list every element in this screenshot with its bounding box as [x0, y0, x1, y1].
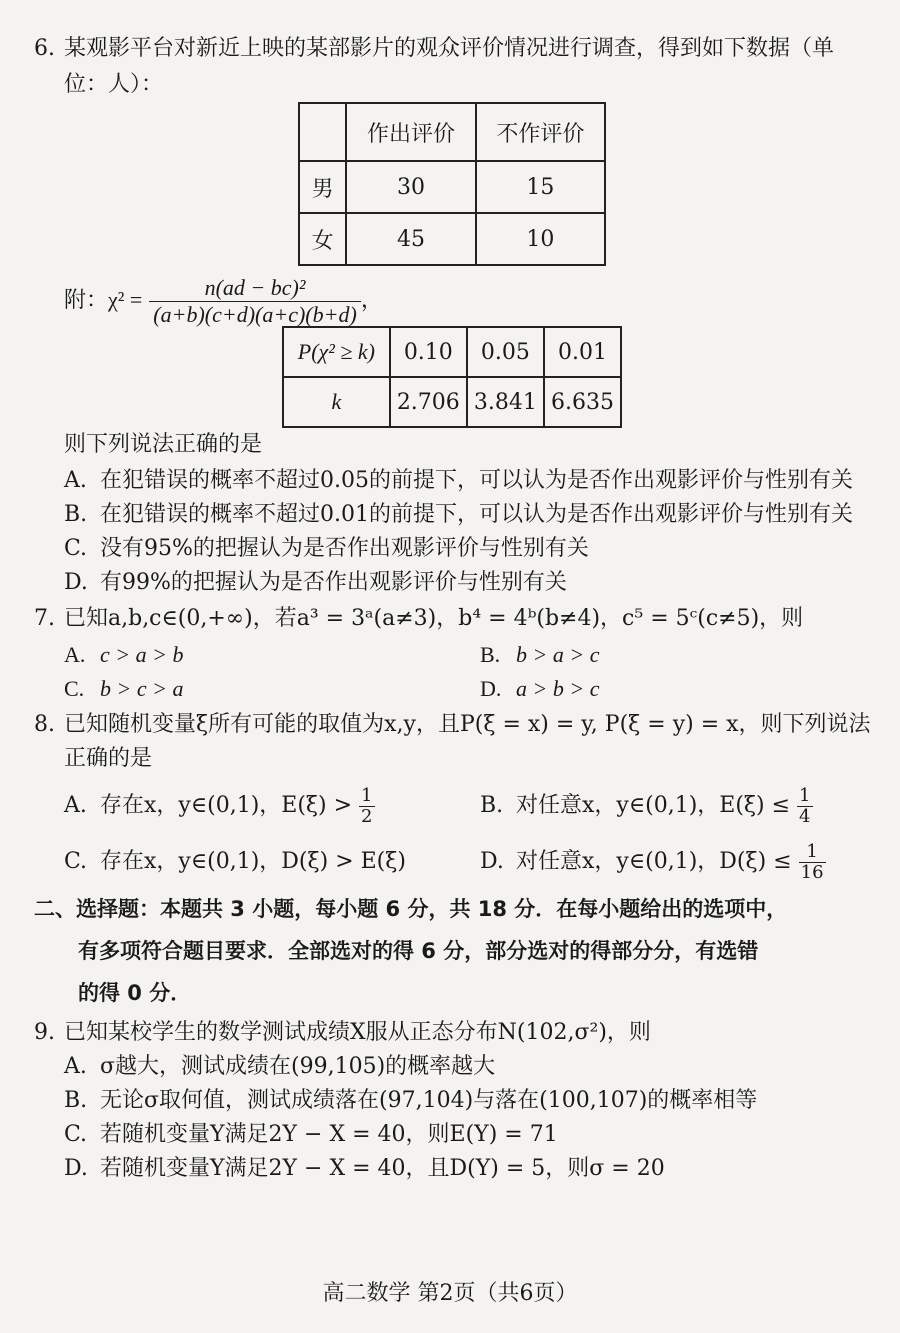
q6-ktable-cell: 0.05 [467, 327, 544, 377]
q6-option-a: A. 在犯错误的概率不超过0.05的前提下，可以认为是否作出观影评价与性别有关 [64, 468, 853, 493]
q9-stem: 已知某校学生的数学测试成绩X服从正态分布N(102,σ²)，则 [64, 1020, 651, 1045]
q8-text-line2: 正确的是 [64, 746, 153, 771]
q7-number: 7. [34, 606, 55, 631]
q9-option-b: B. 无论σ取何值，测试成绩落在(97,104)与落在(100,107)的概率相等 [64, 1088, 758, 1113]
q7-option-c: C. b > c > a [64, 676, 184, 701]
q6-line1 [34, 34, 834, 64]
q8-option-b: B. 对任意x，y∈(0,1)，E(ξ) ≤ $\frac{1}{4}$ [480, 784, 811, 827]
q7-option-d: D. a > b > c [480, 676, 600, 701]
q8-number: 8. [34, 712, 55, 737]
q6-option-c: C. 没有95%的把握认为是否作出观影评价与性别有关 [64, 536, 589, 561]
q6-stem: 则下列说法正确的是 [64, 432, 263, 457]
q8-option-b-fraction: $\frac{1}{4}$ [799, 784, 811, 827]
q7-stem: 已知a,b,c∈(0,+∞)，若a³ = 3ᵃ(a≠3)，b⁴ = 4ᵇ(b≠4)，c⁵ = 5ᶜ(c≠5)，则 [64, 606, 804, 631]
q8-text-line1: 已知随机变量ξ所有可能的取值为x,y，且P(ξ = x) = y, P(ξ = y) = x，则下列说法 [64, 712, 871, 737]
page-footer: 高二数学 第2页（共6页） [322, 1281, 578, 1306]
q6-table-header: 作出评价 [346, 103, 475, 161]
q6-table-cell: 45 [346, 213, 475, 265]
q6-table-cell: 10 [476, 213, 605, 265]
q9-line [34, 1018, 651, 1048]
q6-formula-prefix: 附：χ² = [64, 287, 143, 312]
q6-formula-fraction [149, 275, 361, 328]
q6-ktable-label: P(χ² ≥ k) [283, 327, 390, 377]
q6-table-row-label: 女 [299, 213, 346, 265]
q6-formula-suffix: ， [360, 288, 383, 313]
q6-ktable-cell: 6.635 [544, 377, 621, 427]
q6-critical-value-table [282, 326, 622, 428]
q6-table-header: 不作评价 [476, 103, 605, 161]
section2-heading-line3: 的得 0 分． [78, 981, 192, 1005]
q9-option-a: A. σ越大，测试成绩在(99,105)的概率越大 [64, 1054, 496, 1079]
q8-option-c: C. 存在x，y∈(0,1)，D(ξ) > E(ξ) [64, 849, 406, 874]
q6-option-d: D. 有99%的把握认为是否作出观影评价与性别有关 [64, 570, 567, 595]
q8-option-a-fraction: $\frac{1}{2}$ [361, 784, 373, 827]
section2-heading-line2: 有多项符合题目要求．全部选对的得 6 分，部分选对的得部分分，有选错 [78, 939, 759, 963]
q7-option-a: A. c > a > b [64, 642, 184, 667]
q8-option-d-fraction: $\frac{1}{16}$ [800, 840, 824, 883]
q8-option-a: A. 存在x，y∈(0,1)，E(ξ) > $\frac{1}{2}$ [64, 784, 373, 827]
q9-option-c: C. 若随机变量Y满足2Y − X = 40，则E(Y) = 71 [64, 1122, 558, 1147]
q6-option-b: B. 在犯错误的概率不超过0.01的前提下，可以认为是否作出观影评价与性别有关 [64, 502, 853, 527]
q7-option-b: B. b > a > c [480, 642, 600, 667]
q9-number: 9. [34, 1020, 55, 1045]
q9-option-d: D. 若随机变量Y满足2Y − X = 40，且D(Y) = 5，则σ = 20 [64, 1156, 665, 1181]
q6-number: 6. [34, 36, 55, 61]
q6-formula-numerator: n(ad − bc)² [149, 275, 361, 302]
q6-ktable-cell: 3.841 [467, 377, 544, 427]
q6-text-line1: 某观影平台对新近上映的某部影片的观众评价情况进行调查，得到如下数据（单 [64, 36, 835, 61]
q6-ktable-label: k [283, 377, 390, 427]
q6-ktable-cell: 0.10 [390, 327, 467, 377]
q6-text-line2: 位：人）： [64, 72, 164, 97]
q6-table-cell: 15 [476, 161, 605, 213]
q6-formula-denominator: (a+b)(c+d)(a+c)(b+d) [153, 301, 357, 327]
section2-heading-line1: 二、选择题：本题共 3 小题，每小题 6 分，共 18 分．在每小题给出的选项中， [34, 897, 788, 921]
q7-line [34, 604, 803, 634]
q8-option-d: D. 对任意x，y∈(0,1)，D(ξ) ≤ $\frac{1}{16}$ [480, 840, 824, 883]
q6-ktable-cell: 0.01 [544, 327, 621, 377]
q8-line1 [34, 710, 871, 740]
q6-formula [64, 272, 383, 328]
q6-data-table [298, 102, 606, 266]
q6-table-cell: 30 [346, 161, 475, 213]
q6-table-row-label: 男 [299, 161, 346, 213]
q6-ktable-cell: 2.706 [390, 377, 467, 427]
q6-table-corner [299, 103, 346, 161]
